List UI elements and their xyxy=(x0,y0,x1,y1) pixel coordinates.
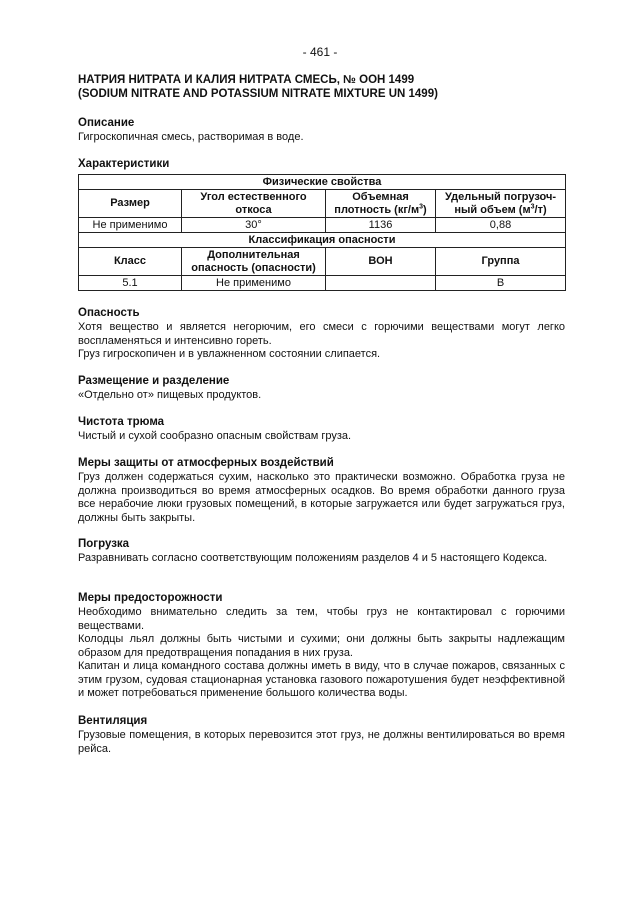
weather-precautions-section xyxy=(78,456,565,525)
col-bulk-density: Объемная плотность $(кг/м^3)$ xyxy=(326,190,436,218)
stowage-text: «Отдельно от» пищевых продуктов. xyxy=(78,389,262,401)
document-title xyxy=(78,73,578,101)
cell-volume: 0,88 xyxy=(436,218,566,233)
cell-class: 5.1 xyxy=(79,276,182,291)
col-angle-of-repose: Угол естественного откоса xyxy=(182,190,326,218)
characteristics-section xyxy=(78,157,565,172)
col-stowage-factor: Удельный погрузоч-ный объем $(м^3/т)$ xyxy=(436,190,566,218)
hold-cleanliness-heading: Чистота трюма xyxy=(78,416,165,428)
precautions-section xyxy=(78,591,565,701)
cell-mhb xyxy=(326,276,436,291)
hazard-classification-header: Классификация опасности xyxy=(79,233,566,248)
precautions-text-1: Необходимо внимательно следить за тем, чтобы груз не контактировал с горючими веществами. xyxy=(78,606,565,632)
loading-heading: Погрузка xyxy=(78,538,130,550)
characteristics-heading: Характеристики xyxy=(78,158,170,170)
hazard-section xyxy=(78,306,565,362)
col-subsidiary-risk: Дополнительная опасность (опасности) xyxy=(182,248,326,276)
hazard-text-2: Груз гигроскопичен и в увлажненном состоянии слипается. xyxy=(78,348,381,360)
table-row xyxy=(79,218,566,233)
col-group: Группа xyxy=(436,248,566,276)
col-size: Размер xyxy=(79,190,182,218)
precautions-text-3: Капитан и лица командного состава должны иметь в виду, что в случае пожаров, связанных с этим грузом, судовая стационарная установка газового пожаротушения будет неэффективной и может потребоваться применение большого количества воды. xyxy=(78,660,565,699)
weather-precautions-text: Груз должен содержаться сухим, насколько это практически возможно. Обработка груза не должна производиться во время атмосферных осадков. Во время обработки данного груза все нерабочие люки грузовых помещений, в которые загружается или будет загружаться груз, должны быть закрыты. xyxy=(78,471,565,524)
hazard-text-1: Хотя вещество и является негорючим, его смеси с горючими веществами могут легко воспламеняться и интенсивно гореть. xyxy=(78,321,565,347)
ventilation-section xyxy=(78,714,565,756)
cell-angle: 30° xyxy=(182,218,326,233)
description-heading: Описание xyxy=(78,117,135,129)
loading-section xyxy=(78,537,565,566)
precautions-heading: Меры предосторожности xyxy=(78,592,223,604)
weather-precautions-heading: Меры защиты от атмосферных воздействий xyxy=(78,457,334,469)
cell-group: В xyxy=(436,276,566,291)
description-text: Гигроскопичная смесь, растворимая в воде. xyxy=(78,131,304,143)
ventilation-heading: Вентиляция xyxy=(78,715,148,727)
stowage-heading: Размещение и разделение xyxy=(78,375,230,387)
loading-text: Разравнивать согласно соответствующим положениям разделов 4 и 5 настоящего Кодекса. xyxy=(78,552,548,564)
physical-properties-header: Физические свойства xyxy=(79,175,566,190)
title-line-english: (SODIUM NITRATE AND POTASSIUM NITRATE MIXTURE UN 1499) xyxy=(78,88,438,100)
hold-cleanliness-section xyxy=(78,415,565,444)
page-number: - 461 - xyxy=(302,45,338,59)
cell-density: 1136 xyxy=(326,218,436,233)
col-mhb: ВОН xyxy=(326,248,436,276)
precautions-text-2: Колодцы льял должны быть чистыми и сухими; они должны быть закрыты надлежащим образом для предотвращения попадания в них груза. xyxy=(78,633,565,659)
table-row xyxy=(79,276,566,291)
description-section xyxy=(78,116,565,145)
hold-cleanliness-text: Чистый и сухой сообразно опасным свойствам груза. xyxy=(78,430,352,442)
stowage-section xyxy=(78,374,565,403)
ventilation-text: Грузовые помещения, в которых перевозится этот груз, не должны вентилироваться во время рейса. xyxy=(78,729,565,755)
col-class: Класс xyxy=(79,248,182,276)
title-line-russian: НАТРИЯ НИТРАТА И КАЛИЯ НИТРАТА СМЕСЬ, № ООН 1499 xyxy=(78,74,415,86)
properties-table xyxy=(78,174,566,291)
cell-subsidiary: Не применимо xyxy=(182,276,326,291)
cell-size: Не применимо xyxy=(79,218,182,233)
hazard-heading: Опасность xyxy=(78,307,140,319)
